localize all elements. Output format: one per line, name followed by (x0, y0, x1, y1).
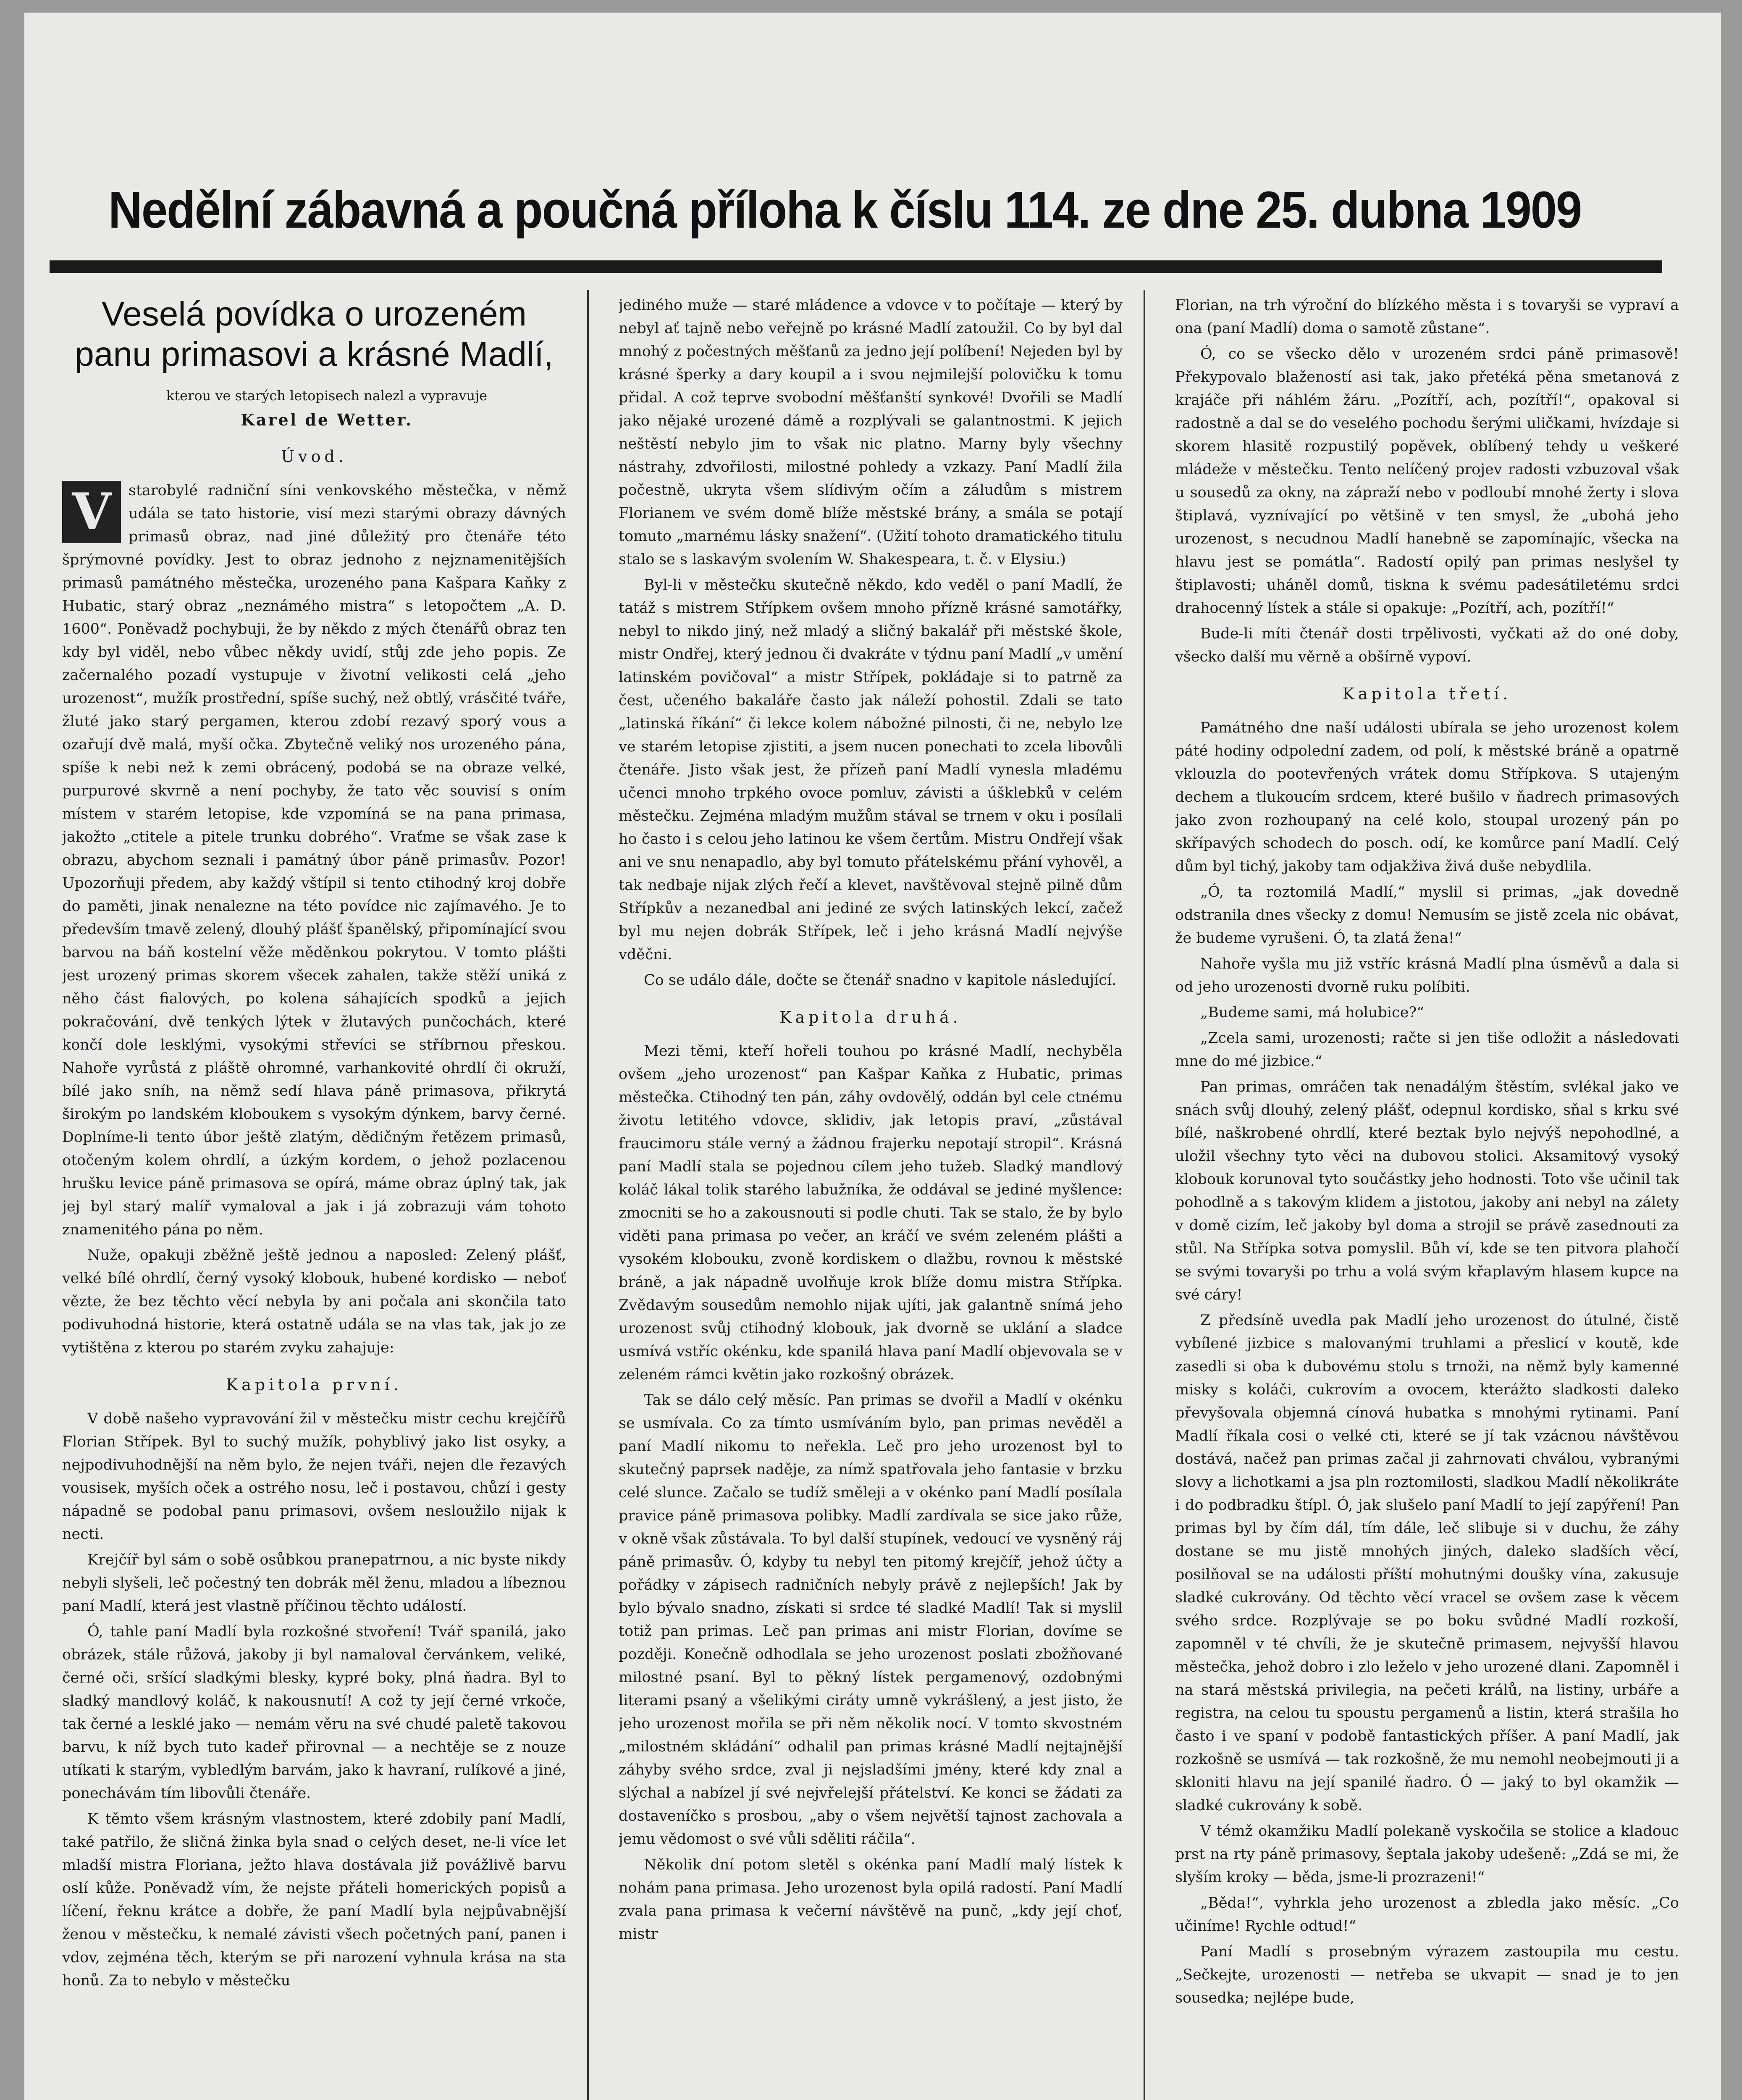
paragraph: V době našeho vypravování žil v městečku mistr cechu krejčířů Florian Střípek. Byl to suchý mužík, pohyblivý jako list osyky, a nejpodivuhodnější na něm bylo, že nejen tváři, nejen dle řezavých vousisek, myších oček a ostrého nosu, leč i postavou, chůzí i gesty nápadně se podobal panu primasovi, ovšem nesloužilo nijak k necti. (62, 1410, 566, 1543)
column-divider (587, 290, 589, 2100)
column-divider (1144, 290, 1145, 2100)
paragraph: „Budeme sami, má holubice?“ (1200, 1004, 1425, 1021)
dropcap-letter: V (72, 482, 111, 541)
paragraph: Tak se dálo celý měsíc. Pan primas se dvořil a Madlí v okénku se usmívala. Co za tímto usmíváním bylo, pan primas nevěděl a paní Madlí nikomu to neřekla. Leč pro jeho urozenost byl to skutečný paprsek naděje, za nímž spatřovala jeho fantasie v brzku celé slunce. Začalo se tudíž směleji a v okénko paní Madlí posílala pravice páně primasova polibky. Madlí zardívala se sice jako růže, v okně však zůstávala. To byl další stupínek, vedoucí ve vysněný ráj páně primasův. Ó, kdyby tu nebyl ten pitomý krejčíř, jehož účty a pořádky v zápisech radničních nebyly právě z nejlepších! Jak by bylo bývalo snadno, získati si srdce té sladké Madlí! Tak si myslil totiž pan primas. Leč pan primas ani mistr Florian, dovíme se později. Konečně odhodlala se jeho urozenost poslati zbožňované milostné psaní. Byl to pěkný lístek pergamenový, ozdobnými literami psaný a všelikými ciráty umně vykrášlený, a jest jisto, že jeho urozenost mořila se při něm několik nocí. V tomto skvostném „milostném skládání“ odhalil pan primas krásné Madlí nejtajnější záhyby svého srdce, zval ji nejsladšími jmény, které kdy znal a slýchal a nabízel jí své nejvřelejší přátelství. Ke konci se žádati za dostaveníčko s prosbou, „aby o všem největší tajnost zachovala a jemu vědomost o své vůli sděliti ráčila“. (619, 1392, 1123, 1848)
paragraph: Florian, na trh výroční do blízkého města i s tovaryši se vypraví a ona (paní Madlí) doma o samotě zůstane“. (1175, 297, 1679, 337)
newspaper-page (24, 13, 1721, 2100)
heading-chapter-2: Kapitola druhá. (779, 1008, 962, 1026)
masthead: Nedělní zábavná a poučná příloha k číslu 114. ze dne 25. dubna 1909 (108, 181, 1582, 239)
paragraph: K těmto všem krásným vlastnostem, které zdobily paní Madlí, také patřilo, že sličná žinka byla snad o celých deset, ne-li více let mladší mistra Floriana, ježto hlava dostávala již povážlivě barvu oslí kůže. Poněvadž vím, že nejste přáteli homerických popisů a líčení, řeknu krátce a dobře, že paní Madlí byla nejpůvabnější ženou v městečku, k nemalé závisti všech početných paní, panen i vdov, zejména těch, kterým se při narození vyhnula krása na sta honů. Za to nebylo v městečku (62, 1811, 566, 1989)
paragraph: „Ó, ta roztomilá Madlí,“ myslil si primas, „jak dovedně odstranila dnes všecky z domu! Nemusím se jistě zcela nic obávat, že budeme vyrušeni. Ó, ta zlatá žena!“ (1175, 884, 1679, 947)
masthead-rule (50, 260, 1662, 273)
paragraph: Několik dní potom sletěl s okénka paní Madlí malý lístek k nohám pana primasa. Jeho urozenost byla opilá radostí. Paní Madlí zvala pana primasa k večerní návštěvě na punč, „kdy její choť, mistr (619, 1856, 1123, 1942)
paragraph: Mezi těmi, kteří hořeli touhou po krásné Madlí, nechyběla ovšem „jeho urozenost“ pan Kašpar Kaňka z Hubatic, primas městečka. Ctihodný ten pán, záhy ovdovělý, oddán byl cele ctnému životu letitého vdovce, sklidiv, jak letopis praví, „zůstával fraucimoru stále verný a žádnou frajerku nepotají stropil“. Krásná paní Madlí stala se pojednou cílem jeho tužeb. Sladký mandlový koláč lákal tolik starého labužníka, že oddával se jediné myšlence: zmocniti se ho a zakousnouti si podle chuti. Tak se stalo, že by bylo viděti pana primasa po večer, an kráčí ve svém zeleném plášti a vysokém klobouku, zvoně kordiskem o dlažbu, rovnou k městské bráně, a jak nápadně uvolňuje krok blíže domu mistra Střípka. Zvědavým sousedům nemohlo nijak ujíti, jak galantně snímá jeho urozenost svůj ctihodný klobouk, jak dvorně se uklání a sladce usmívá vstříc okénku, kde spanilá hlava paní Madlí objevovala se v zeleném rámci květin jako rozkošný obrázek. (619, 1043, 1123, 1383)
column-2 (619, 294, 1123, 2100)
paragraph: Co se událo dále, dočte se čtenář snadno v kapitole následující. (644, 972, 1117, 989)
column-1 (62, 294, 566, 2100)
paragraph: Ó, tahle paní Madlí byla rozkošné stvoření! Tvář spanilá, jako obrázek, stále růžová, jakoby ji byl namaloval červánkem, veliké, černé oči, sršící sladkými blesky, kypré boky, plná ňadra. Byl to sladký mandlový koláč, k nakousnutí! A což ty její černé vrkoče, tak černé a lesklé jako — nemám věru na své chudé paletě takovou barvu, k níž bych tuto kadeř přirovnal — a nechtěje se z nouze utíkati k starým, vybledlým barvám, jako k havraní, rulíkové a jiné, ponechávám tím libovůli čtenáře. (62, 1623, 566, 1802)
heading-chapter-3: Kapitola třetí. (1342, 685, 1512, 703)
paragraph: „Zcela sami, urozenosti; račte si jen tiše odložit a následovati mne do mé jizbice.“ (1175, 1030, 1679, 1070)
byline-intro: kterou ve starých letopisech nalezl a vypravuje (166, 388, 488, 404)
dropcap-ornament (62, 481, 121, 543)
paragraph: Bude-li míti čtenář dosti trpělivosti, vyčkati až do oné doby, všecko další mu věrně a obšírně vypoví. (1175, 625, 1679, 665)
heading-uvod: Úvod. (281, 447, 347, 466)
paragraph: Ó, co se všecko dělo v urozeném srdci páně primasově! Překypovalo blažeností asi tak, jako přetéká pěna smetanová z krajáče při náhlém žáru. „Pozítří, ach, pozítří!“, opakoval si radostně a dal se do veselého pochodu šerými uličkami, hvízdaje si skorem hlasitě rozpustilý popěvek, oblíbený tehdy u veškeré mládeže v městečku. Tento nelíčený projev radosti vzbuzoval však u sousedů za okny, na zápraží nebo v podloubí mnohé žerty i slova štiplavá, vyznívající po většině v ten smysl, že „ubohá jeho urozenost, s necudnou Madlí hanebně se zapomínajíc, všecka na hlavu jest se pomátla“. Radostí opilý pan primas neslyšel ty štiplavosti; uháněl domů, tiskna k svému padesátiletému srdci drahocenný lístek a stále si opakuje: „Pozítří, ach, pozítří!“ (1175, 346, 1679, 617)
paragraph: Paní Madlí s prosebným výrazem zastoupila mu cestu. „Sečkejte, urozenosti — netřeba se ukvapit — snad je to jen sousedka; nejlépe bude, (1175, 1943, 1679, 2006)
paragraph: Nahoře vyšla mu již vstříc krásná Madlí plna úsměvů a dala si od jeho urozenosti dvorně ruku políbiti. (1175, 956, 1679, 995)
story-title: Veselá povídka o urozeném panu primasovi a krásné Madlí, (75, 295, 554, 373)
heading-chapter-1: Kapitola první. (226, 1376, 403, 1394)
byline-author: Karel de Wetter. (240, 410, 413, 429)
paragraph: V témž okamžiku Madlí polekaně vyskočila se stolice a kladouc prst na rty páně primasovy, šeptala jakoby udešeně: „Zdá se mi, že slyším kroky — běda, jsme-li prozrazeni!“ (1175, 1823, 1679, 1886)
paragraph: jediného muže — staré mládence a vdovce v to počítaje — který by nebyl ať tajně nebo veřejně po krásné Madlí zatoužil. Co by byl dal mnohý z počestných měšťanů za jedno její políbení! Nejeden byl by krásné šperky a dary koupil a i svou nejmilejší polovičku k tomu přidal. A což teprve svobodní měšťanští synkové! Dvořili se Madlí jako nějaké urozené dámě a rozplývali se galantnostmi. K jejich neštěstí nebylo jim to však nic platno. Marny byly všechny nástrahy, zdvořilosti, milostné pohledy a vzkazy. Paní Madlí žila počestně, ukryta všem slídivým očím a záludům s mistrem Florianem ve svém domě blíže městské brány, a smála se potají tomuto „marnému lásky snažení“. (Užití tohoto dramatického titulu stalo se s laskavým svolením W. Shakespeara, t. č. v Elysiu.) (619, 297, 1123, 568)
paragraph: Památného dne naší události ubírala se jeho urozenost kolem páté hodiny odpolední zadem, od polí, k městské bráně a opatrně vklouzla do pootevřených vrátek domu Střípkova. S utajeným dechem a tlukoucím srdcem, které bušilo v ňadrech primasových jako zvon rozhoupaný na celé kolo, stoupal urozený pán po skřípavých schodech do posch. odí, ke komůrce paní Madlí. Celý dům byl tichý, jakoby tam odjakživa živá duše nebydlila. (1175, 719, 1679, 875)
paragraph: Pan primas, omráčen tak nenadálým štěstím, svlékal jako ve snách svůj dlouhý, zelený plášť, odepnul kordisko, sňal s krku své bílé, naškrobené ohrdlí, které beztak bylo nejvýš nepohodlné, a uložil všechny tyto věci na dubovou stolici. Aksamitový vysoký klobouk korunoval tyto součástky jeho hodnosti. Toto vše učinil tak pohodlně a s takovým klidem a jistotou, jakoby ani nebyl na zálety v domě cizím, leč jakoby byl doma a strojil se právě zasednouti za stůl. Na Střípka sotva pomyslil. Bůh ví, kde se ten pitvora plahočí se svými tovaryši po trhu a volá svým křaplavým hlasem kupce na své cáry! (1175, 1079, 1679, 1303)
column-3 (1175, 294, 1679, 2100)
paragraph: Z předsíně uvedla pak Madlí jeho urozenost do útulné, čistě vybílené jizbice s malovanými truhlami a přeslicí v koutě, kde zasedli si oba k dubovému stolu s trnoži, na němž byly kamenné misky s koláči, cukrovím a ovocem, kterážto sladkosti daleko převyšovala objemná cínová hubatka s mnohými rytinami. Paní Madlí říkala cosi o velké cti, které se jí tak vzácnou návštěvou dostává, načež pan primas začal ji zahrnovati chválou, vybranými slovy a lichotkami a jsa pln roztomilosti, sladkou Madlí několikráte i do podbradku štípl. Ó, jak slušelo paní Madlí to její zapýření! Pan primas byl by čím dál, tím dále, leč slibuje si v duchu, že záhy dostane se mu jistě mnohých jiných, dalekо sladších věcí, posilňoval se na události příští mohutnými doušky vína, zakusuje sladké cukrovány. Od těchto věcí vracel se ovšem zase k věcem svého srdce. Rozplývaje se po boku svůdné Madlí rozkoší, zapomněl v té chvíli, že je skutečně primasem, nejvyšší hlavou městečka, jehož dobro i zlo leželo v jeho urozené dlani. Zapomněl i na stará městská privilegia, na pečeti králů, na listiny, urbáře a registra, na celou tu spoustu pergamenů a listin, která strašila ho často i ve spaní v podobě fantastických příšer. A paní Madlí, jak rozkošně se usmívá — tak rozkošně, že mu nemohl neobejmouti ji a skloniti hlavu na její spanilé ňadro. Ó — jaký to byl okamžik — sladké cukrovány k sobě. (1175, 1312, 1679, 1814)
paragraph: „Běda!“, vyhrkla jeho urozenost a zbledla jako měsíc. „Co učiníme! Rychle odtud!“ (1175, 1895, 1679, 1935)
paragraph: Byl-li v městečku skutečně někdo, kdo veděl o paní Madlí, že tatáž s mistrem Střípkem ovšem mnoho přízně krásné samotářky, nebyl to nikdo jiný, než mladý a sličný bakalář při městské škole, mistr Ondřej, který jednou či dvakráte v týdnu paní Madlí „v umění latinském povičoval“ a mistr Střípek, pokládaje si to patrně za čest, učeného bakaláře často jak náleží pohostil. Zdali se tato „latinská říkání“ či lekce kolem nábožné pilnosti, či ne, nebylo lze ve starém letopise zjistiti, a jsem nucen ponechati to zcela libovůli čtenáře. Jisto však jest, že přízeň paní Madlí vynesla mladému učenci mnoho trpkého ovoce pomluv, závisti a úšklebků v celém městečku. Zejména mladým mužům stával se trnem v oku i posílali ho často i s celou jeho latinou ke všem čertům. Mistru Ondřejí však ani ve snu nenapadlo, aby byl tomuto přátelskému přání vyhověl, a tak nedbaje nijak zlých řečí a klevet, navštěvoval stejně pilně dům Střípkův a nezanedbal ani jediné ze svých latinských lekcí, začež byl mu nejen dobrák Střípek, leč i jeho krásná Madlí nejvýše vděčni. (619, 577, 1123, 963)
paragraph: starobylé radniční síni venkovského městečka, v němž udála se tato historie, visí mezi starými obrazy dávných primasů obraz, nad jiné důležitý pro čtenáře této šprýmovné povídky. Jest to obraz jednoho z nejznamenitějších primasů památného městečka, urozeného pana Kašpara Kaňky z Hubatic, starý obraz „neznámého mistra“ s letopočtem „A. D. 1600“. Poněvadž pochybuji, že by někdo z mých čtenářů obraz ten kdy byl viděl, nebo vůbec někdy uvidí, stůj zde jeho popis. Ze začernalého pozadí vystupuje v životní velikosti celá „jeho urozenost“, mužík prostřední, spíše suchý, než obtlý, vrásčité tváře, žluté jako starý pergamen, kterou zdobí rezavý sporý vous a ozařují dvě malá, myší očka. Zbytečně veliký nos urozeného pána, spíše k nebi než k zemi obrácený, podobá se na obraze velké, purpurové skvrně a není pochyby, že tato věc souvisí s oním místem v starém letopise, kde vzpomíná se na pana primasa, jakožto „ctitele a pitele trunku dobrého“. Vraťme se však zase k obrazu, abychom seznali i památný úbor páně primasův. Pozor! Upozorňuji předem, aby každý vštípil si tento ctihodný kroj dobře do paměti, jinak nenalezne na této povídce nic zajímavého. Je to především tmavě zelený, dlouhý plášť španělský, připomínající svou barvou na báň kostelní věže měděnkou pokrytou. V tomto plášti jest urozený primas skorem všecek zahalen, takže stěží uniká z něho část fialových, po kolena sáhajících spodků a jejich pokračování, dvě tenkých lýtek v žlutavých punčochách, které končí dole lesklými, vysokými střevíci se stříbrnou přeskou. Nahoře vyrůstá z pláště ohromné, varhankovité ohrdlí či okruží, bílé jako sníh, na němž sedí hlava páně primasova, přikrytá širokým po landském kloboukem s vysokým dýnkem, barvy černé. Doplníme-li tento úbor ještě zlatým, dědičným řetězem primasů, otočeným kolem ohrdlí, a úzkým kordem, o jehož pozlacenou hrušku levice páně primasova se opírá, máme obraz úplný tak, jak jej byl starý malíř vymaloval a jak i já zobrazuji vám tohoto znamenitého pána po něm. (62, 482, 566, 1238)
paragraph: Krejčíř byl sám o sobě osůbkou pranepatrnou, a nic byste nikdy nebyli slyšeli, leč počestný ten dobrák měl ženu, mladou a líbeznou paní Madlí, která jest vlastně příčinou těchto událostí. (62, 1551, 566, 1614)
paragraph: Nuže, opakuji zběžně ještě jednou a naposled: Zelený plášť, velké bílé ohrdlí, černý vysoký klobouk, hubené kordisko — neboť vězte, že bez těchto věcí nebyla by ani počala ani skončila tato podivuhodná historie, která ostatně udála se na vlas tak, jak jo ze vytištěna z kterou po starém zvyku zahajuje: (62, 1247, 566, 1356)
